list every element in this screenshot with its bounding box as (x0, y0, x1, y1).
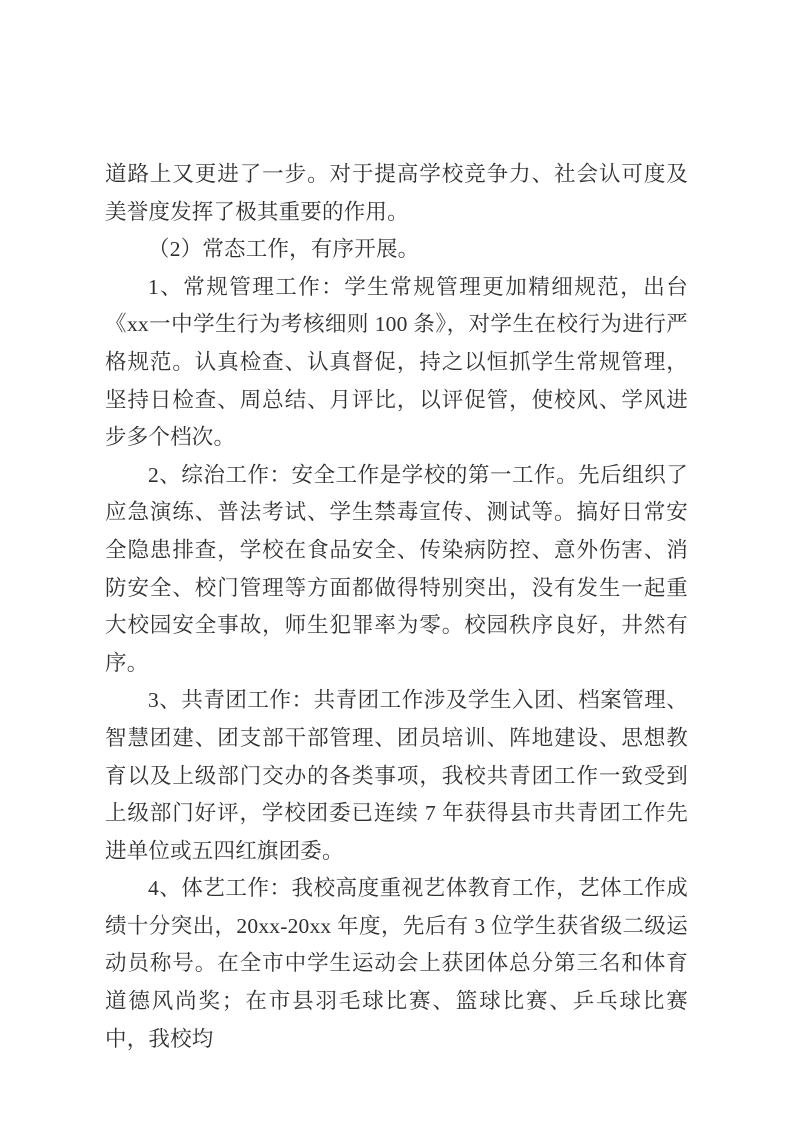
document-body (105, 156, 688, 1058)
paragraph: 道路上又更进了一步。对于提高学校竞争力、社会认可度及美誉度发挥了极其重要的作用。 (105, 162, 688, 224)
paragraph: 3、共青团工作：共青团工作涉及学生入团、档案管理、智慧团建、团支部干部管理、团员培训、阵地建设、思想教育以及上级部门交办的各类事项，我校共青团工作一致受到上级部门好评，学校团委已连续 7 年获得县市共青团工作先进单位或五四红旗团委。 (105, 688, 688, 863)
paragraph: 4、体艺工作：我校高度重视艺体教育工作，艺体工作成绩十分突出，20xx-20xx 年度，先后有 3 位学生获省级二级运动员称号。在全市中学生运动会上获团体总分第三名和体育道德风尚奖；在市县羽毛球比赛、篮球比赛、乒乓球比赛中，我校均 (105, 876, 688, 1051)
paragraph: 1、常规管理工作：学生常规管理更加精细规范，出台《xx一中学生行为考核细则 100 条》，对学生在校行为进行严格规范。认真检查、认真督促，持之以恒抓学生常规管理，坚持日检查、周总结、月评比，以评促管，使校风、学风进步多个档次。 (105, 274, 688, 450)
paragraph: （2）常态工作，有序开展。 (148, 237, 420, 262)
paragraph: 2、综治工作：安全工作是学校的第一工作。先后组织了应急演练、普法考试、学生禁毒宣传、测试等。搞好日常安全隐患排查，学校在食品安全、传染病防控、意外伤害、消防安全、校门管理等方面都做得特别突出，没有发生一起重大校园安全事故，师生犯罪率为零。校园秩序良好，井然有序。 (105, 462, 688, 675)
